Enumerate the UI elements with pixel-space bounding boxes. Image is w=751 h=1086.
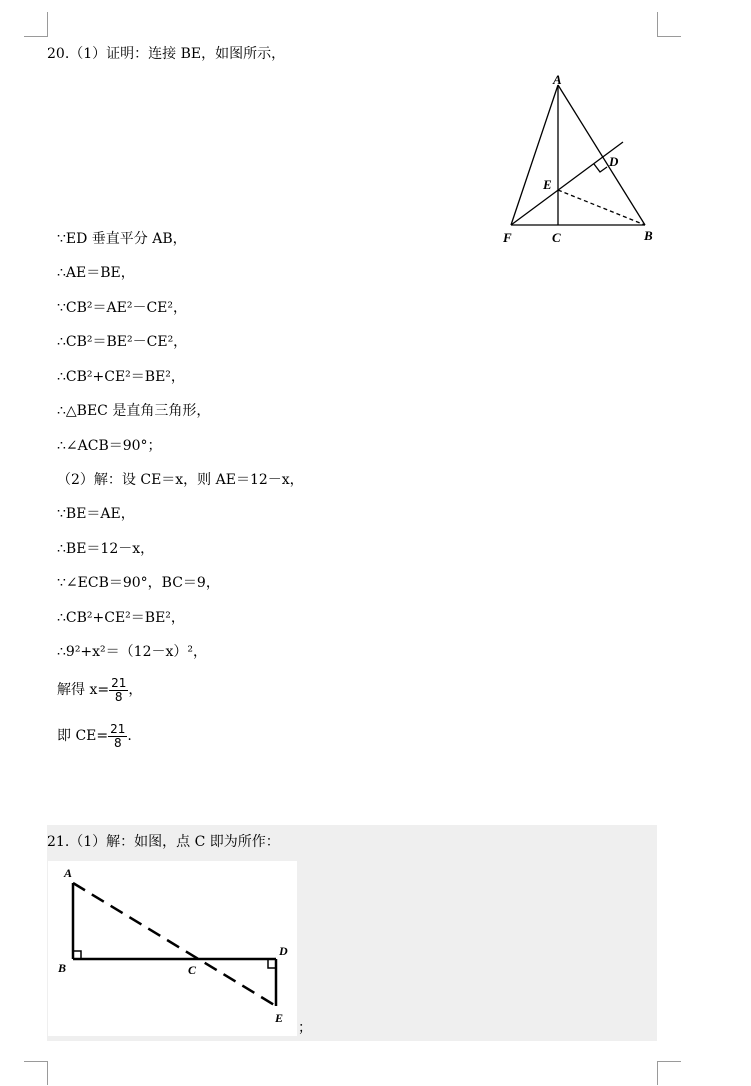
crop-mark-top-left-h <box>24 36 48 37</box>
label-A: A <box>64 866 73 880</box>
crop-mark-bottom-left <box>47 1061 48 1085</box>
label-E: E <box>275 1011 284 1025</box>
crop-mark-bottom-left-h <box>24 1061 48 1062</box>
crop-mark-top-right <box>657 12 658 36</box>
label-A: A <box>553 72 562 87</box>
proof-line: ∴∠ACB＝90°； <box>57 438 162 454</box>
label-B: B <box>644 228 653 243</box>
fraction-21-8: $\frac{21}{8}$ <box>111 675 127 704</box>
proof-line: ∴AE＝BE， <box>57 265 135 281</box>
solve-prefix: 解得 x= <box>57 682 110 698</box>
label-F: F <box>503 230 512 245</box>
proof-line: ∵CB²＝AE²－CE²， <box>57 300 188 316</box>
crop-mark-top-right-h <box>657 36 681 37</box>
label-C: C <box>552 230 561 245</box>
proof-line: ∴CB²＝BE²－CE²， <box>57 334 188 350</box>
proof-line: ∴CB²+CE²＝BE²， <box>57 369 185 385</box>
problem-20-heading: 20.（1）证明：连接 BE，如图所示， <box>47 46 286 62</box>
proof-line: （2）解：设 CE＝x，则 AE＝12－x， <box>57 472 304 488</box>
triangle-figure-20 <box>495 72 675 252</box>
final-line: 即 CE= $\frac{21}{8}$ . <box>57 721 132 750</box>
proof-line: ∴△BEC 是直角三角形， <box>57 403 211 419</box>
fraction-21-8-final: $\frac{21}{8}$ <box>110 721 126 750</box>
crop-mark-top-left <box>47 12 48 36</box>
problem-21-heading: 21.（1）解：如图，点 C 即为所作： <box>47 834 280 850</box>
crop-mark-bottom-right-h <box>657 1061 681 1062</box>
proof-line: ∴BE＝12－x， <box>57 541 155 557</box>
label-D: D <box>609 154 619 169</box>
proof-line: ∵BE＝AE， <box>57 506 135 522</box>
label-D: D <box>279 944 288 958</box>
crop-mark-bottom-right <box>657 1061 658 1085</box>
label-E: E <box>543 177 552 192</box>
trailing-semicolon: ； <box>298 1020 312 1036</box>
final-prefix: 即 CE= <box>57 728 109 744</box>
solve-line: 解得 x= $\frac{21}{8}$ ， <box>57 675 143 704</box>
proof-line: ∵∠ECB＝90°，BC＝9， <box>57 575 220 591</box>
proof-line: ∴9²+x²＝（12－x）²， <box>57 644 207 660</box>
label-B: B <box>58 961 67 975</box>
proof-line: ∵ED 垂直平分 AB， <box>57 231 187 247</box>
proof-line: ∴CB²+CE²＝BE²， <box>57 610 185 626</box>
figure-21 <box>48 861 297 1036</box>
label-C: C <box>188 963 197 977</box>
